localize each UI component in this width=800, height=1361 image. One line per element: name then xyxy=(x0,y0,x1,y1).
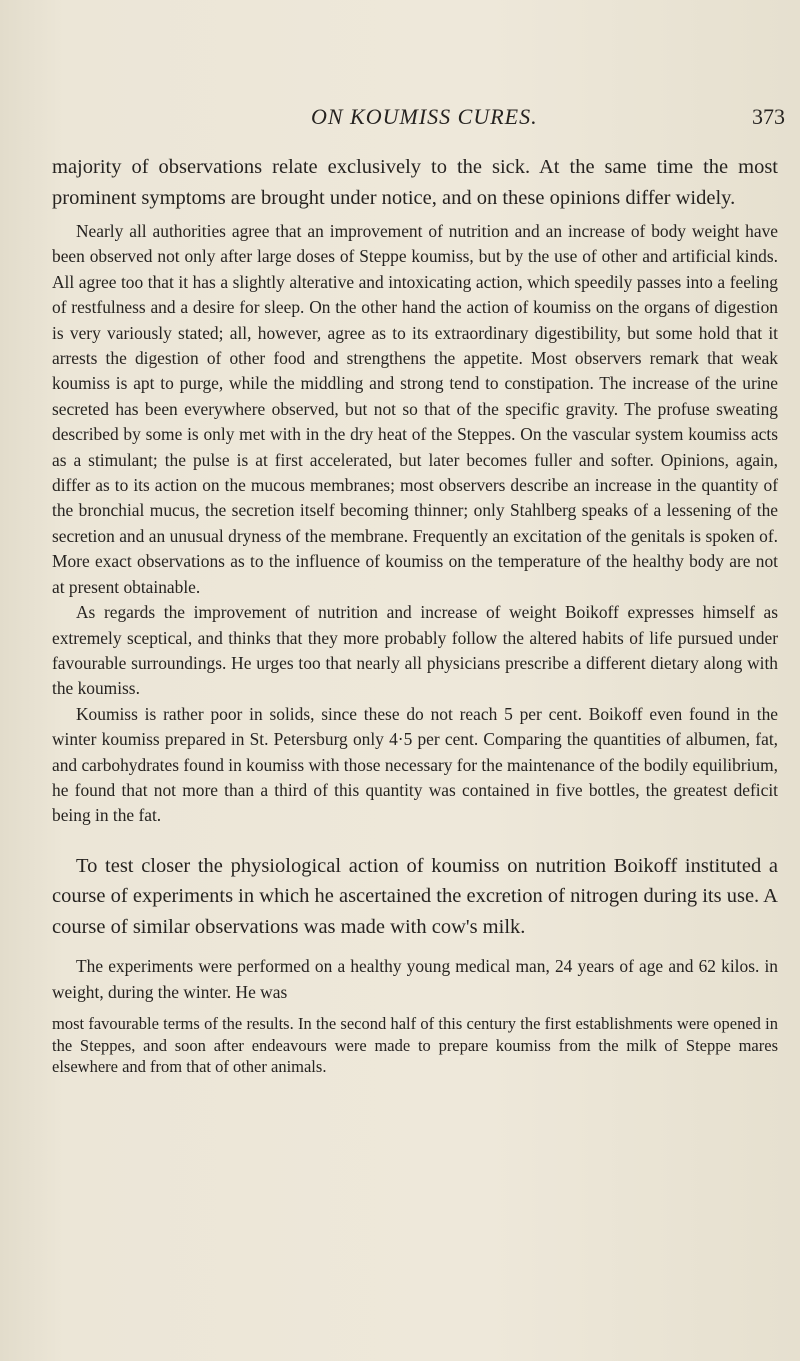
paragraph-establishments: most favourable terms of the results. In the second half of this century the first establishments were opened in the Steppes, and soon after endeavours were made to prepare koumiss from the milk of Steppe mares elsewhere and from that of other animals. xyxy=(52,1014,778,1077)
page-number: 373 xyxy=(752,104,785,129)
paragraph-continuation: majority of observations relate exclusively to the sick. At the same time the most prominent symptoms are brought under notice, and on these opinions differ widely. xyxy=(52,156,778,209)
paragraph-nitrogen-experiments: To test closer the physiological action of koumiss on nutrition Boikoff instituted a course of experiments in which he ascertained the excretion of nitrogen during its use. A course of similar observations was made with cow's milk. xyxy=(52,854,778,938)
body-text xyxy=(52,152,778,1078)
paragraph-boikoff-sceptical: As regards the improvement of nutrition and increase of weight Boikoff expresses himself as extremely sceptical, and thinks that they more probably follow the altered habits of life pursued under favourable surroundings. He urges too that nearly all physicians prescribe a different dietary along with the koumiss. xyxy=(52,602,778,699)
paragraph-authorities: Nearly all authorities agree that an improvement of nutrition and an increase of body weight have been observed not only after large doses of Steppe koumiss, but by the use of other and artificial kinds. All agree too that it has a slightly alterative and intoxicating action, which speedily passes into a feeling of restfulness and a desire for sleep. On the other hand the action of koumiss on the organs of digestion is very variously stated; all, however, agree as to its extraordinary digestibility, but some hold that it arrests the digestion of other food and strengthens the appetite. Most observers remark that weak koumiss is apt to purge, while the middling and strong tend to constipation. The increase of the urine secreted has been everywhere observed, but not so that of the specific gravity. The profuse sweating described by some is only met with in the dry heat of the Steppes. On the vascular system koumiss acts as a stimulant; the pulse is at first accelerated, but later becomes fuller and softer. Opinions, again, differ as to its action on the mucous membranes; most observers describe an increase in the quantity of the bronchial mucus, the secretion itself becoming thinner; only Stahlberg speaks of a lessening of the secretion and an unusual dryness of the membrane. Frequently an excitation of the genitals is spoken of. More exact observations as to the influence of koumiss on the temperature of the healthy body are not at present obtainable. xyxy=(52,221,778,597)
running-head xyxy=(0,104,800,134)
paragraph-medical-man: The experiments were performed on a healthy young medical man, 24 years of age and 62 kilos. in weight, during the winter. He was xyxy=(52,956,778,1002)
running-title: ON KOUMISS CURES. xyxy=(311,104,538,129)
paragraph-solids: Koumiss is rather poor in solids, since these do not reach 5 per cent. Boikoff even found in the winter koumiss prepared in St. Petersburg only 4·5 per cent. Comparing the quantities of albumen, fat, and carbohydrates found in koumiss with those necessary for the maintenance of the bodily equilibrium, he found that not more than a third of this quantity was contained in five bottles, the greatest deficit being in the fat. xyxy=(52,703,778,826)
